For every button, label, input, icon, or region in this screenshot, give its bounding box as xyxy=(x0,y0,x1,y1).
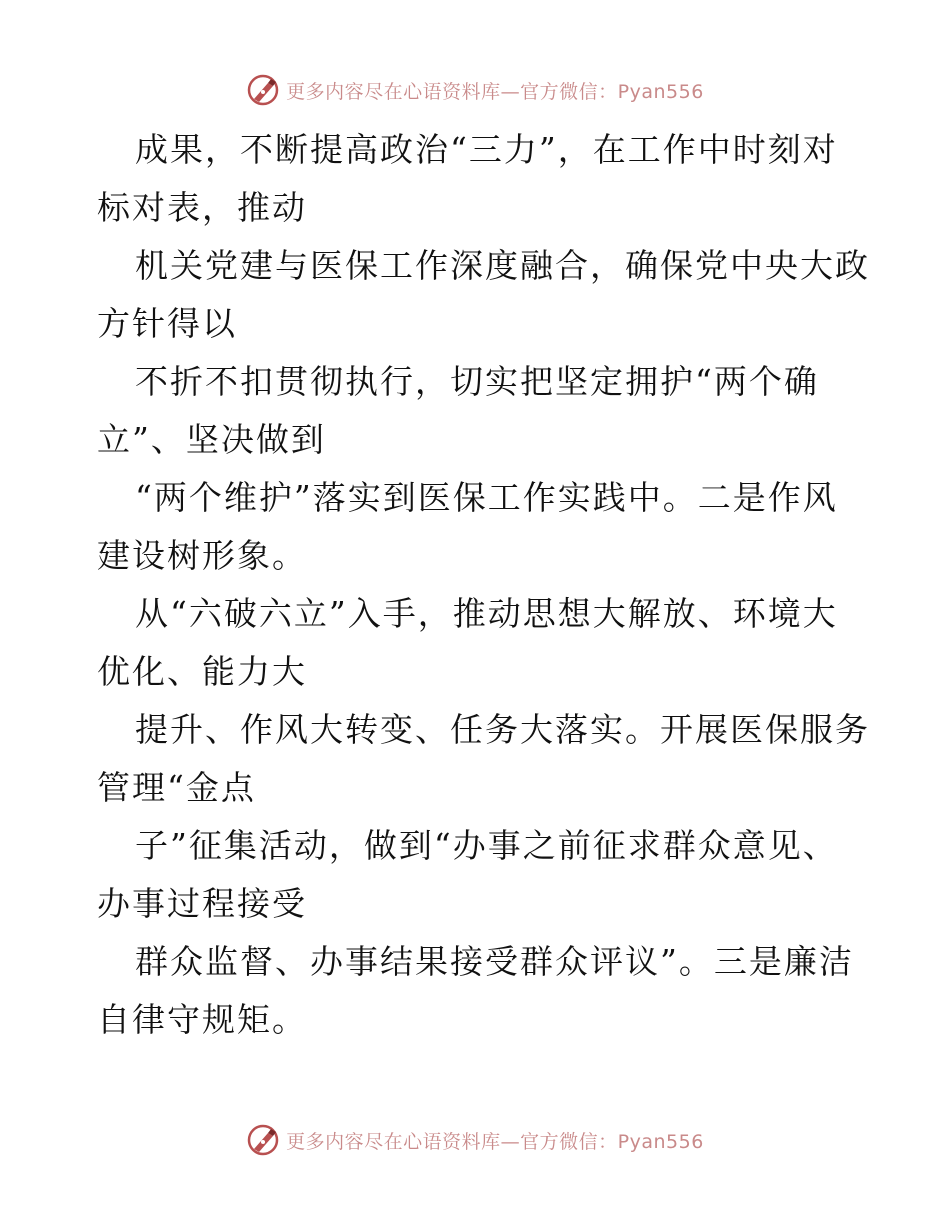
banner-text xyxy=(286,1127,704,1154)
pen-nib-logo-icon xyxy=(246,73,280,107)
body-text-line: 机关党建与医保工作深度融合，确保党中央大政 xyxy=(135,246,870,285)
body-text-line: 方针得以 xyxy=(97,304,237,343)
body-text-line: 办事过程接受 xyxy=(97,884,307,923)
banner-text-cn: 更多内容尽在心语资料库—官方微信： xyxy=(286,1130,618,1153)
body-text-line: 从“六破六立”入手，推动思想大解放、环境大 xyxy=(135,594,838,633)
body-text-line: 建设树形象。 xyxy=(97,536,307,575)
body-text-line: 子”征集活动，做到“办事之前征求群众意见、 xyxy=(135,826,838,865)
banner-wechat-id: Pyan556 xyxy=(617,1130,704,1153)
body-text-line: 立”、坚决做到 xyxy=(97,420,326,459)
body-text-line: 自律守规矩。 xyxy=(97,1000,307,1039)
body-text-line: “两个维护”落实到医保工作实践中。二是作风 xyxy=(135,478,838,517)
body-text-line: 标对表，推动 xyxy=(97,188,307,227)
banner-text xyxy=(286,77,704,104)
body-text-line: 提升、作风大转变、任务大落实。开展医保服务 xyxy=(135,710,870,749)
footer-banner xyxy=(0,1120,950,1160)
body-text-line: 优化、能力大 xyxy=(97,652,307,691)
body-text-line: 管理“金点 xyxy=(97,768,256,807)
body-text-line: 不折不扣贯彻执行，切实把坚定拥护“两个确 xyxy=(135,362,819,401)
body-text-line: 成果，不断提高政治“三力”，在工作中时刻对 xyxy=(135,130,838,169)
banner-wechat-id: Pyan556 xyxy=(617,80,704,103)
document-body xyxy=(97,121,870,1049)
header-banner xyxy=(0,70,950,110)
banner-text-cn: 更多内容尽在心语资料库—官方微信： xyxy=(286,80,618,103)
pen-nib-logo-icon xyxy=(246,1123,280,1157)
body-text-line: 群众监督、办事结果接受群众评议”。三是廉洁 xyxy=(135,942,854,981)
